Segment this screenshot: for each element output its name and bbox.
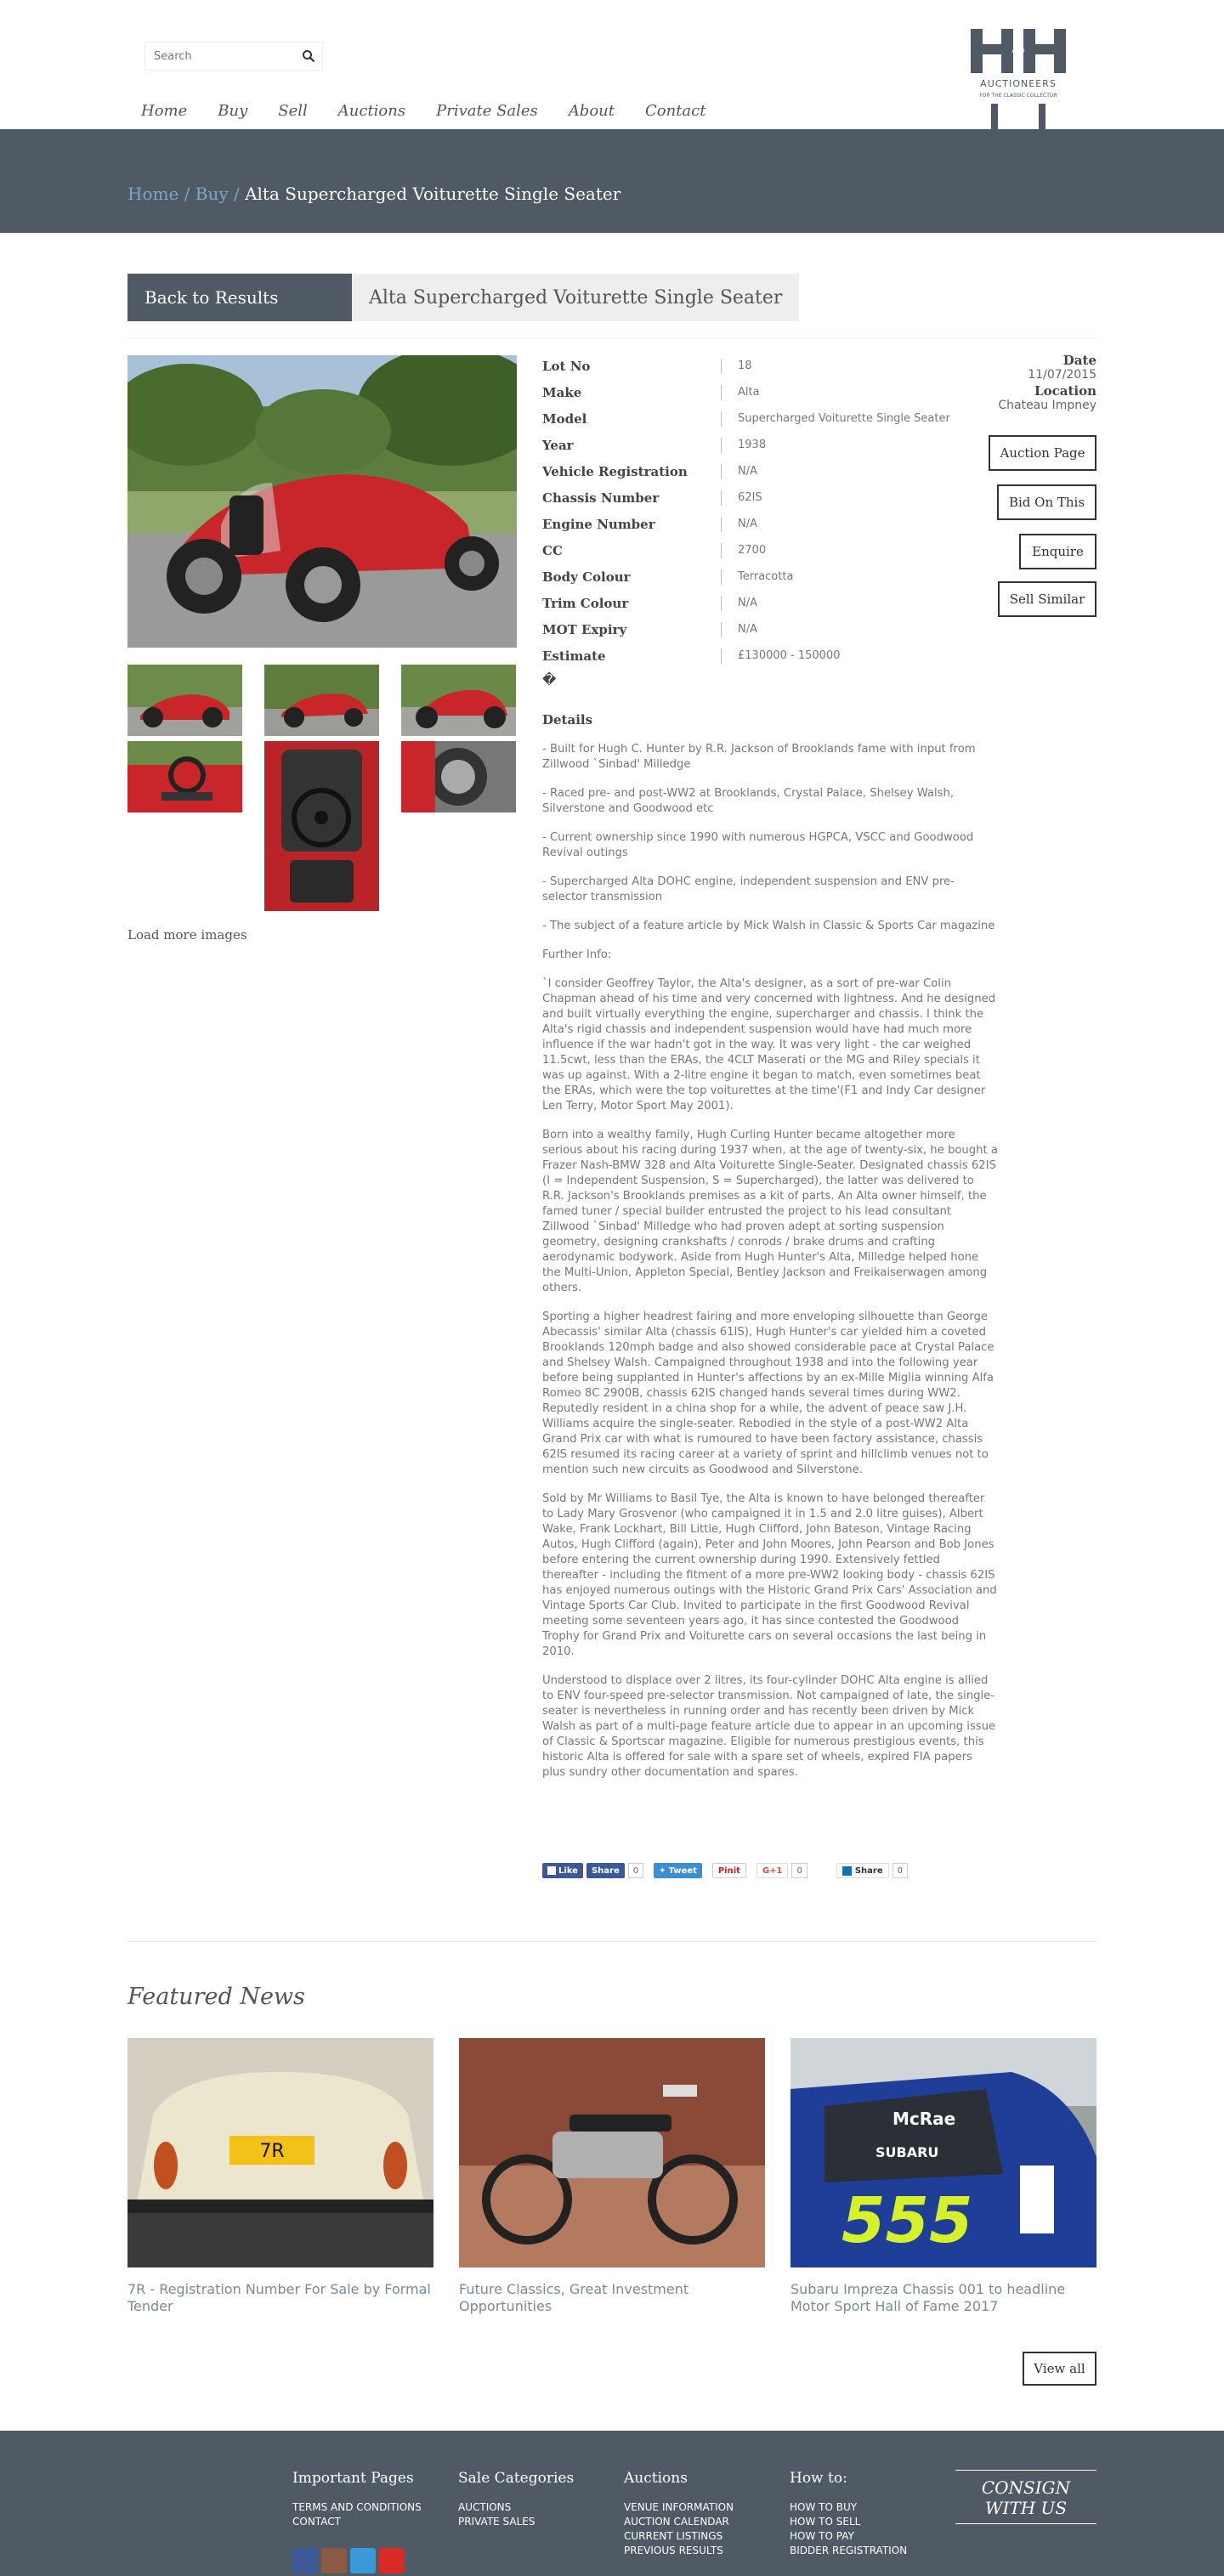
nav-sell[interactable]: Sell bbox=[278, 102, 308, 120]
sell-similar-button[interactable]: Sell Similar bbox=[998, 581, 1096, 617]
details-heading: Details bbox=[542, 712, 593, 728]
lot-specs bbox=[542, 353, 967, 669]
news-title[interactable]: 7R - Registration Number For Sale by Formal Tender bbox=[128, 2281, 431, 2314]
linkedin-icon bbox=[842, 1866, 852, 1876]
search-box[interactable] bbox=[144, 42, 323, 71]
footer-link-calendar[interactable]: AUCTION CALENDAR bbox=[624, 2516, 729, 2528]
footer-link-how-to-pay[interactable]: HOW TO PAY bbox=[790, 2530, 854, 2542]
thumbnail-image[interactable] bbox=[128, 665, 242, 736]
site-header bbox=[0, 0, 1224, 129]
logo-and-text: AND bbox=[1012, 48, 1025, 54]
search-input[interactable] bbox=[145, 42, 290, 70]
location-value: Chateau Impney bbox=[998, 399, 1096, 412]
nav-buy[interactable]: Buy bbox=[218, 102, 248, 120]
spec-label: Make bbox=[542, 384, 582, 400]
news-card[interactable] bbox=[790, 2038, 1096, 2315]
news-title[interactable]: Subaru Impreza Chassis 001 to headline Motor Sport Hall of Fame 2017 bbox=[790, 2281, 1066, 2314]
spec-value: Terracotta bbox=[738, 570, 794, 583]
spec-label: Trim Colour bbox=[542, 595, 629, 611]
breadcrumb-band bbox=[0, 129, 1224, 233]
car-driver-name: McRae bbox=[892, 2109, 956, 2129]
news-image[interactable] bbox=[790, 2038, 1096, 2267]
footer-link-terms[interactable]: TERMS AND CONDITIONS bbox=[292, 2501, 422, 2513]
logo-subtext: FOR THE CLASSIC COLLECTOR bbox=[979, 93, 1057, 99]
spec-row-chassis bbox=[542, 484, 967, 511]
spec-row-year bbox=[542, 432, 967, 458]
news-image[interactable] bbox=[128, 2038, 434, 2267]
consign-line: CONSIGN bbox=[981, 2477, 1071, 2498]
nav-private-sales[interactable]: Private Sales bbox=[436, 102, 538, 120]
main-nav bbox=[126, 102, 721, 120]
thumbnail-image[interactable] bbox=[264, 741, 379, 911]
consign-with-us-button[interactable] bbox=[955, 2470, 1096, 2524]
spec-value: N/A bbox=[738, 465, 757, 478]
nav-contact[interactable]: Contact bbox=[645, 102, 706, 120]
footer-heading: Important Pages bbox=[292, 2470, 414, 2487]
spec-label: Lot No bbox=[542, 358, 591, 374]
facebook-count: 0 bbox=[628, 1863, 643, 1878]
facebook-like-button[interactable]: Like bbox=[542, 1863, 583, 1878]
spec-row-estimate bbox=[542, 643, 967, 669]
spec-label: CC bbox=[542, 542, 563, 558]
linkedin-share-button[interactable]: Share bbox=[836, 1863, 889, 1878]
search-icon[interactable] bbox=[302, 49, 315, 63]
details-paragraph: Sporting a higher headrest fairing and more enveloping silhouette than George Abecassis' similar Alta (chassis 61IS), Hugh Hunter's car yielded him a coveted Brooklands 120mph badge and also showed considerable pace at Crystal Palace and Shelsey Walsh. Campaigned throughout 1938 and into the following year before being supplanted in Hunter's affections by an ex-Mille Miglia winning Alfa Romeo 8C 2900B, chassis 62IS changed hands several times during WW2. Reputedly resident in a china shop for a while, the advent of peace saw J.H. Williams acquire the single-seater. Rebodied in the style of a post-WW2 Alta Grand Prix car with what is rumoured to have been factory assistance, chassis 62IS resumed its racing career at a variety of sprint and hillclimb venues not to mention such new circuits as Goodwood and Silverstone. bbox=[542, 1311, 994, 1476]
spec-label: Vehicle Registration bbox=[542, 463, 688, 479]
nav-home[interactable]: Home bbox=[141, 102, 188, 120]
google-plus-button[interactable]: G+1 bbox=[756, 1863, 789, 1878]
footer-link-current[interactable]: CURRENT LISTINGS bbox=[624, 2530, 723, 2542]
spec-row-trim-colour bbox=[542, 590, 967, 616]
details-text bbox=[542, 742, 998, 1794]
details-paragraph: - The subject of a feature article by Mick Walsh in Classic & Sports Car magazine bbox=[542, 920, 995, 932]
main-lot-image[interactable] bbox=[128, 355, 517, 648]
details-paragraph: Sold by Mr Williams to Basil Tye, the Alta is known to have belonged thereafter to Lady Mary Grosvenor (who campaigned it in 1.5 and 2.0 litre guises), Albert Wake, Frank Lockhart, Bill Little, Hugh Clifford, John Bateson, Vintage Racing Autos, Hugh Clifford (again), Peter and John Moores, John Pearson and Bob Jones before entering the current ownership during 1990. Extensively fettled thereafter - including the fitment of a more pre-WW2 looking body - chassis 62IS has enjoyed numerous outings with the Historic Grand Prix Cars' Association and Vintage Sports Car Club. Invited to participate in the first Goodwood Revival meeting some seventeen years ago, it has since contested the Goodwood Trophy for Grand Prix and Voiturette cars on several occasions the last being in 2010. bbox=[542, 1492, 997, 1658]
unknown-glyph: � bbox=[542, 671, 557, 688]
spec-value: 1938 bbox=[738, 439, 767, 451]
footer-auctions bbox=[624, 2470, 734, 2558]
details-paragraph: - Supercharged Alta DOHC engine, independent suspension and ENV pre-selector transmission bbox=[542, 875, 955, 903]
bid-on-this-button[interactable]: Bid On This bbox=[997, 484, 1096, 520]
load-more-images-link[interactable]: Load more images bbox=[128, 927, 247, 943]
social-share-bar bbox=[542, 1863, 908, 1878]
google-plus-count: 0 bbox=[791, 1863, 807, 1878]
news-title[interactable]: Future Classics, Great Investment Opportunities bbox=[459, 2281, 689, 2314]
spec-row-cc bbox=[542, 537, 967, 563]
facebook-icon[interactable] bbox=[292, 2548, 318, 2573]
spec-row-registration bbox=[542, 458, 967, 484]
linkedin-count: 0 bbox=[892, 1863, 908, 1878]
spec-label: Year bbox=[542, 437, 574, 453]
spec-value: Alta bbox=[738, 386, 760, 399]
spec-value: N/A bbox=[738, 623, 757, 636]
nav-about[interactable]: About bbox=[568, 102, 615, 120]
news-card[interactable] bbox=[128, 2038, 434, 2315]
footer-link-contact[interactable]: CONTACT bbox=[292, 2516, 341, 2528]
breadcrumb-buy[interactable]: Buy bbox=[195, 184, 229, 204]
thumbnail-image[interactable] bbox=[128, 741, 242, 812]
footer-link-private-sales[interactable]: PRIVATE SALES bbox=[458, 2516, 536, 2528]
thumbnail-image[interactable] bbox=[401, 665, 516, 736]
spec-value: Supercharged Voiturette Single Seater bbox=[738, 412, 950, 425]
lot-title: Alta Supercharged Voiturette Single Seater bbox=[352, 274, 799, 321]
footer-link-how-to-sell[interactable]: HOW TO SELL bbox=[790, 2516, 861, 2528]
spec-value: 2700 bbox=[738, 544, 767, 557]
featured-news-heading: Featured News bbox=[128, 1984, 305, 2010]
back-to-results-button[interactable]: Back to Results bbox=[128, 274, 352, 321]
location-label: Location bbox=[1034, 383, 1096, 399]
spec-row-model bbox=[542, 405, 967, 432]
divider bbox=[128, 1941, 1096, 1942]
pinterest-button[interactable]: Pinit bbox=[712, 1863, 746, 1878]
spec-row-make bbox=[542, 379, 967, 405]
spec-value: N/A bbox=[738, 597, 757, 609]
footer-link-how-to-buy[interactable]: HOW TO BUY bbox=[790, 2501, 858, 2513]
news-image[interactable] bbox=[459, 2038, 765, 2267]
logo-text: AUCTIONEERS bbox=[980, 78, 1057, 89]
spec-value: £130000 - 150000 bbox=[738, 649, 841, 662]
facebook-share-button[interactable]: Share bbox=[586, 1863, 625, 1878]
footer-heading: Auctions bbox=[624, 2470, 688, 2487]
spec-row-lot-no bbox=[542, 353, 967, 379]
divider bbox=[128, 338, 1096, 339]
breadcrumb-separator: / bbox=[228, 184, 246, 204]
details-paragraph: Further Info: bbox=[542, 948, 612, 961]
instagram-icon[interactable] bbox=[321, 2548, 347, 2573]
twitter-icon[interactable] bbox=[350, 2548, 376, 2573]
auction-page-button[interactable]: Auction Page bbox=[989, 435, 1096, 471]
thumbnail-image[interactable] bbox=[264, 665, 379, 736]
footer-link-previous[interactable]: PREVIOUS RESULTS bbox=[624, 2545, 723, 2556]
lot-meta bbox=[998, 353, 1096, 412]
details-paragraph: - Built for Hugh C. Hunter by R.R. Jackson of Brooklands fame with input from Zillwood `Sinbad' Milledge bbox=[542, 743, 976, 771]
spec-label: Model bbox=[542, 410, 587, 427]
car-make-text: SUBARU bbox=[876, 2144, 939, 2160]
footer-how-to bbox=[790, 2470, 907, 2558]
twitter-icon: ✦ bbox=[659, 1865, 666, 1876]
enquire-button[interactable]: Enquire bbox=[1019, 534, 1096, 569]
spec-row-engine bbox=[542, 511, 967, 537]
footer-important-pages bbox=[292, 2470, 422, 2529]
footer-link-auctions[interactable]: AUCTIONS bbox=[458, 2501, 512, 2513]
date-value: 11/07/2015 bbox=[1028, 368, 1096, 382]
breadcrumb-home[interactable]: Home bbox=[128, 184, 179, 204]
company-logo[interactable] bbox=[967, 25, 1069, 131]
details-paragraph: - Current ownership since 1990 with numerous HGPCA, VSCC and Goodwood Revival outings bbox=[542, 831, 974, 859]
consign-line: WITH US bbox=[984, 2498, 1068, 2518]
spec-label: MOT Expiry bbox=[542, 621, 627, 637]
spec-row-body-colour bbox=[542, 563, 967, 590]
site-footer bbox=[0, 2431, 1224, 2576]
facebook-icon bbox=[547, 1866, 556, 1875]
details-paragraph: `I consider Geoffrey Taylor, the Alta's designer, as a sort of pre-war Colin Chapman ahead of his time and very concerned with lightness. And he designed and built virtually everything the engine, supercharger and chassis. I think the Alta's rigid chassis and independent suspension would have had much more influence if the war hadn't got in the way. It was very light - the car weighed 11.5cwt, less than the ERAs, the 4CLT Maserati or the MG and Riley specials it was up against. With a 2-litre engine it began to match, even sometimes beat the ERAs, which were the top voiturettes at the time'(F1 and Indy Car designer Len Terry, Motor Sport May 2001). bbox=[542, 977, 996, 1112]
breadcrumb-current: Alta Supercharged Voiturette Single Seater bbox=[245, 184, 621, 204]
spec-label: Engine Number bbox=[542, 516, 655, 532]
details-paragraph: - Raced pre- and post-WW2 at Brooklands, Crystal Palace, Shelsey Walsh, Silverstone and Goodwood etc bbox=[542, 787, 955, 815]
youtube-icon[interactable] bbox=[379, 2548, 405, 2573]
spec-value: 62IS bbox=[738, 491, 762, 504]
nav-auctions[interactable]: Auctions bbox=[337, 102, 406, 120]
footer-heading: How to: bbox=[790, 2470, 847, 2487]
spec-value: 18 bbox=[738, 360, 752, 372]
breadcrumb-separator: / bbox=[178, 184, 196, 204]
registration-plate: 7R bbox=[259, 2141, 285, 2162]
breadcrumb bbox=[128, 184, 620, 204]
footer-link-bidder-registration[interactable]: BIDDER REGISTRATION bbox=[790, 2545, 908, 2556]
footer-social-icons bbox=[292, 2548, 405, 2573]
spec-value: N/A bbox=[738, 518, 757, 530]
lot-title-bar bbox=[128, 274, 799, 321]
details-paragraph: Understood to displace over 2 litres, its four-cylinder DOHC Alta engine is allied to ENV four-speed pre-selector transmission. Not campaigned of late, the single-seater is nevertheless in running order and has recently been driven by Mick Walsh as part of a multi-page feature article due to appear in an upcoming issue of Classic & Sportscar magazine. Eligible for numerous prestigious events, this historic Alta is offered for sale with a spare set of wheels, expired FIA papers plus sundry other documentation and spares. bbox=[542, 1674, 996, 1779]
news-card[interactable] bbox=[459, 2038, 765, 2315]
spec-row-mot-expiry bbox=[542, 616, 967, 643]
car-number: 555 bbox=[842, 2184, 973, 2257]
footer-sale-categories bbox=[458, 2470, 574, 2529]
details-paragraph: Born into a wealthy family, Hugh Curling Hunter became altogether more serious about his racing during 1937 when, at the age of twenty-six, he bought a Frazer Nash-BMW 328 and Alta Voiturette Single-Seater. Designated chassis 62IS (I = Independent Suspension, S = Supercharged), the latter was delivered to R.R. Jackson's Brooklands premises as a kit of parts. An Alta owner himself, the famed tuner / special builder entrusted the project to his lead consultant Zillwood `Sinbad' Milledge who had proven adept at sorting suspension geometry, designing crankshafts / conrods / brake drums and crafting aerodynamic bodywork. Aside from Hugh Hunter's Alta, Milledge helped hone the Multi-Union, Appleton Special, Bentley Jackson and Freikaiserwagen among others. bbox=[542, 1129, 998, 1294]
view-all-button[interactable]: View all bbox=[1023, 2352, 1096, 2386]
tweet-button[interactable]: ✦ Tweet bbox=[654, 1863, 702, 1878]
spec-label: Chassis Number bbox=[542, 490, 660, 506]
spec-label: Estimate bbox=[542, 648, 606, 664]
date-label: Date bbox=[1062, 353, 1096, 368]
thumbnail-image[interactable] bbox=[401, 741, 516, 812]
spec-label: Body Colour bbox=[542, 569, 631, 585]
footer-heading: Sale Categories bbox=[458, 2470, 575, 2487]
footer-link-venue[interactable]: VENUE INFORMATION bbox=[624, 2501, 734, 2513]
